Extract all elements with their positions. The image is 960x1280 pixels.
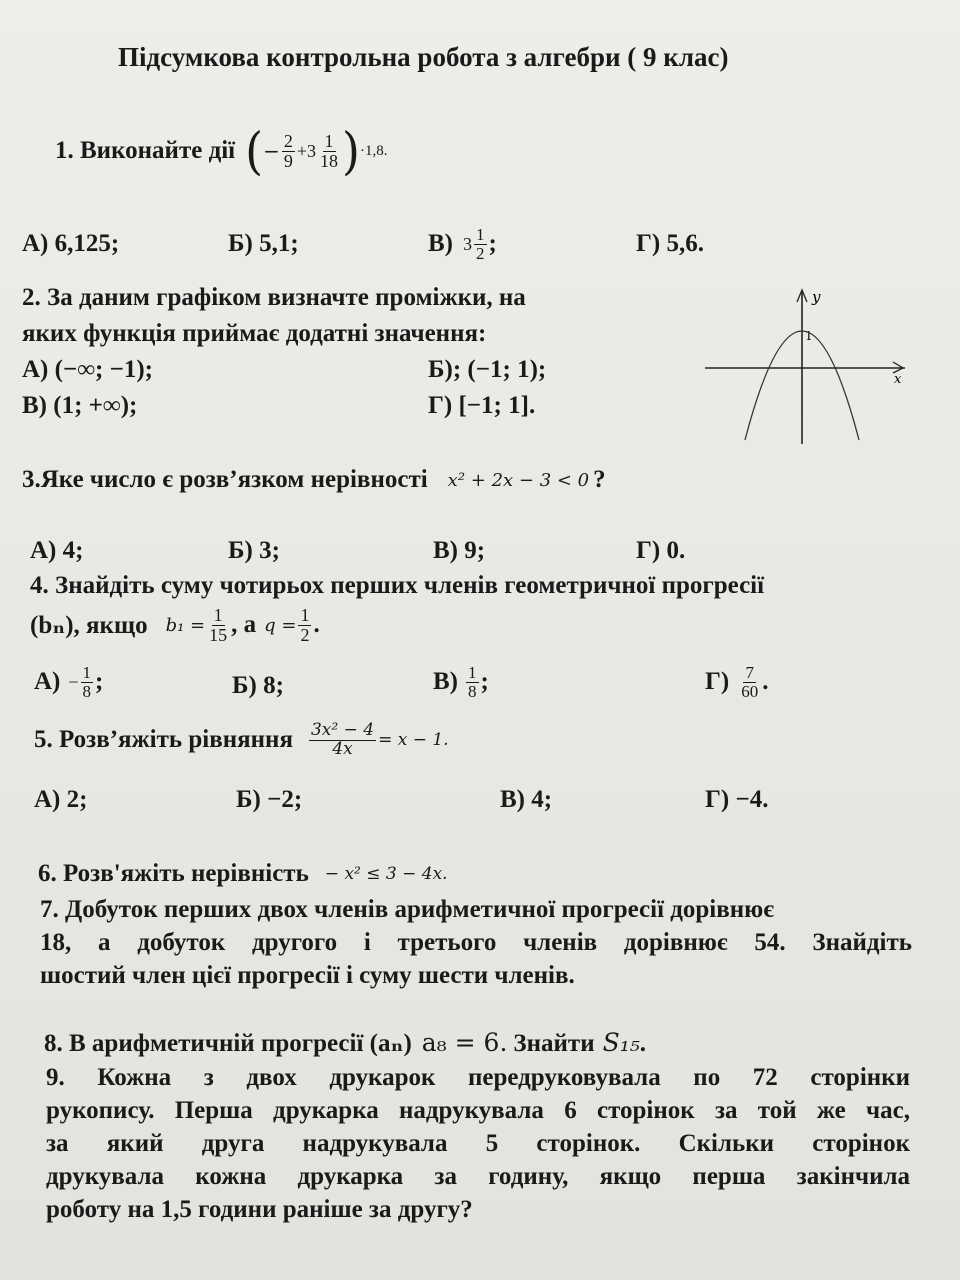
q9-line-4: друкувала кожна друкарка за годину, якщо перша закінчила [46, 1163, 910, 1190]
q3-option-c: В) 9; [433, 537, 486, 564]
q7-line-1: 7. Добуток перших двох членів арифметичної прогресії дорівнює [40, 896, 775, 923]
parabola-graph [695, 282, 920, 447]
q3-inequality: x² + 2x − 3 < 0 [447, 469, 590, 491]
q5-option-a: А) 2; [34, 786, 88, 813]
q7-line-3: шостий член цієї прогресії і суму шести членів. [40, 962, 575, 989]
q2-option-b: Б); (−1; 1); [428, 356, 547, 383]
q1-option-a: А) 6,125; [22, 230, 120, 257]
question-1 [55, 121, 388, 181]
question-3: 3.Яке число є розв’язком нерівності x² + 2x − 3 < 0 ? [22, 466, 606, 493]
question-1-expression: ( − $\frac{2}{9}$ +3 $\frac{1}{18}$ ) ·1,8. [245, 121, 388, 181]
q3-option-d: Г) 0. [636, 537, 686, 564]
fraction-1-18: $\frac{1}{18}$ [320, 130, 339, 171]
q4-option-d: Г) $\frac{7}{60}$ . [705, 663, 769, 701]
multiplier: ·1,8. [359, 142, 388, 159]
q2-option-c: В) (1; +∞); [22, 392, 138, 419]
q1-option-c: В) 3 $\frac{1}{2}$ ; [428, 225, 497, 263]
minus-sign: − [263, 139, 280, 163]
page-title: Підсумкова контрольна робота з алгебри ( 9 клас) [118, 42, 729, 72]
q5-option-c: В) 4; [500, 786, 553, 813]
q2-option-a: А) (−∞; −1); [22, 356, 153, 383]
q9-line-2: рукопису. Перша друкарка надрукувала 6 сторінок за той же час, [46, 1097, 910, 1124]
question-5: 5. Розв’яжіть рівняння $\frac{\text{3x² − 4}}{4x}$ = x − 1. [34, 720, 449, 759]
y-axis-label: y [812, 288, 821, 306]
q4-line-1: 4. Знайдіть суму чотирьох перших членів геометричної прогресії [30, 572, 765, 599]
q2-line-2: яких функція приймає додатні значення: [22, 320, 487, 347]
q4-option-c: В) $\frac{1}{8}$ ; [433, 663, 489, 701]
q4-option-a: А) − $\frac{1}{8}$ ; [34, 663, 104, 701]
plus-three: +3 [296, 140, 317, 161]
q2-option-d: Г) [−1; 1]. [428, 392, 536, 419]
q9-line-1: 9. Кожна з двох друкарок передруковувала по 72 сторінки [46, 1064, 910, 1091]
fraction-2-9: $\frac{2}{9}$ [283, 130, 293, 171]
q1-option-d: Г) 5,6. [636, 230, 704, 257]
q4-line-2: (bₙ), якщо b₁ = $\frac{1}{15}$ , а q = $\frac{1}{2}$ . [30, 605, 320, 645]
q9-line-3: за який друга надрукувала 5 сторінок. Скільки сторінок [46, 1130, 910, 1157]
x-axis-label: x [894, 372, 902, 387]
q3-option-b: Б) 3; [228, 537, 280, 564]
q3-option-a: А) 4; [30, 537, 84, 564]
q2-line-1: 2. За даним графіком визначте проміжки, на [22, 284, 526, 311]
q5-option-b: Б) −2; [236, 786, 303, 813]
q4-option-b: Б) 8; [232, 672, 284, 699]
q5-option-d: Г) −4. [705, 786, 769, 813]
question-6: 6. Розв'яжіть нерівність − x² ≤ 3 − 4x. [38, 860, 448, 887]
q7-line-2: 18, а добуток другого і третього членів дорівнює 54. Знайдіть [40, 929, 912, 956]
tick-label-1: 1 [805, 329, 813, 343]
q1-option-b: Б) 5,1; [228, 230, 299, 257]
question-1-text: 1. Виконайте дії [55, 137, 236, 164]
question-8: 8. В арифметичній прогресії (aₙ) a₈ = 6. Знайти S₁₅ . [44, 1028, 647, 1057]
q9-line-5: роботу на 1,5 години раніше за другу? [46, 1196, 473, 1223]
